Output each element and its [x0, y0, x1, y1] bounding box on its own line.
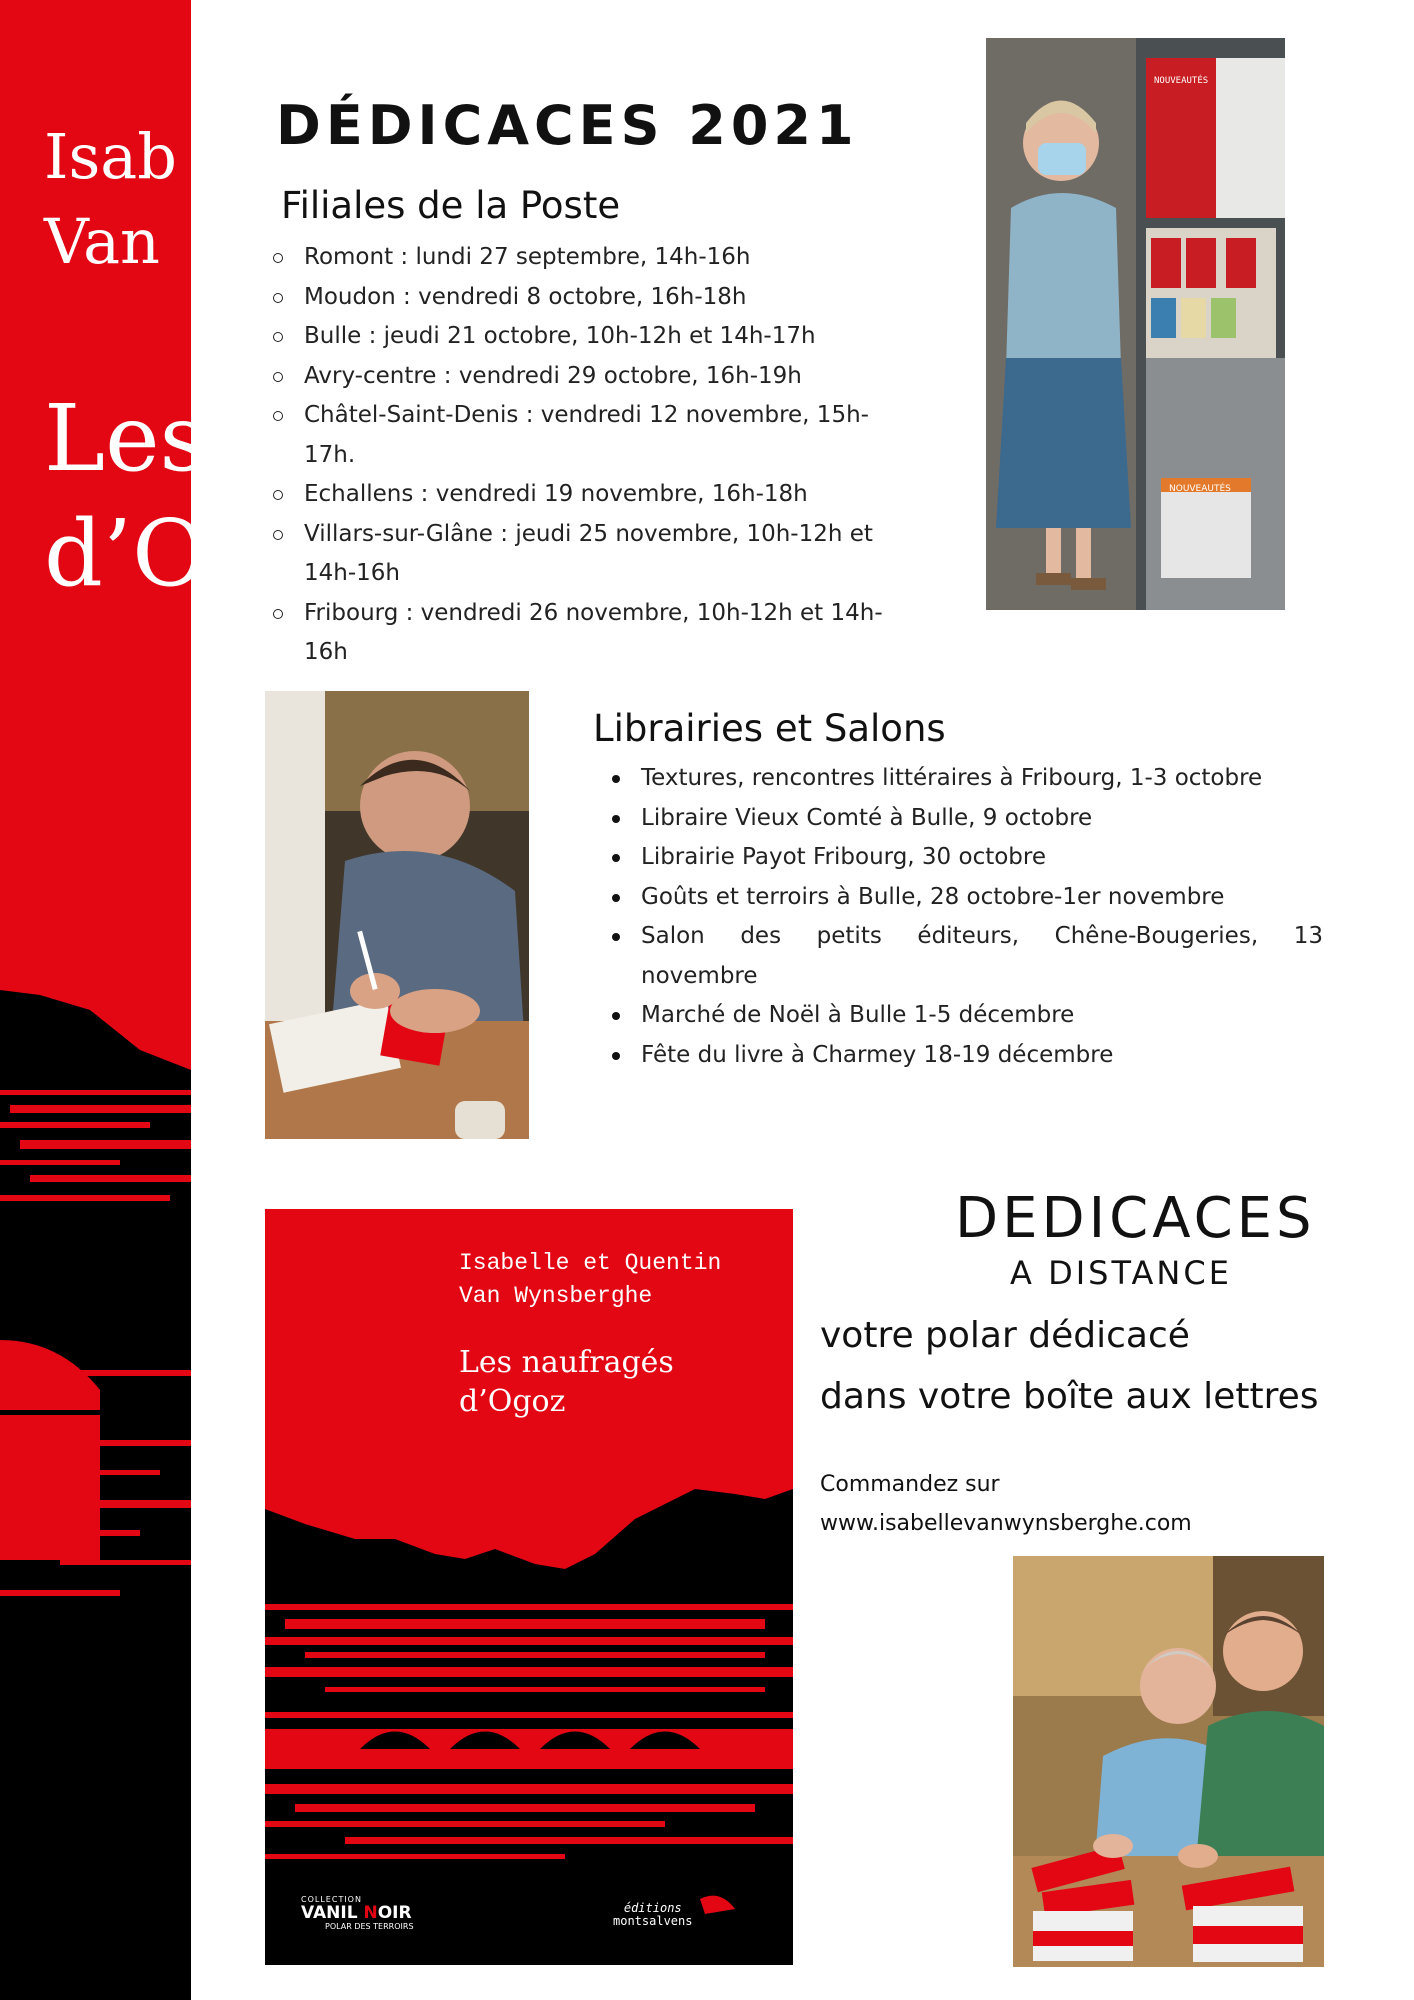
strip-text-line3: Les: [44, 385, 207, 492]
list-item: Libraire Vieux Comté à Bulle, 9 octobre: [641, 799, 1323, 839]
bookshops-heading: Librairies et Salons: [593, 707, 946, 750]
list-item: Goûts et terroirs à Bulle, 28 octobre-1er novembre: [641, 878, 1323, 918]
list-item: Fête du livre à Charmey 18-19 décembre: [641, 1036, 1323, 1076]
list-item: Fribourg : vendredi 26 novembre, 10h-12h et 14h-16h: [304, 594, 910, 673]
list-item: Romont : lundi 27 septembre, 14h-16h: [304, 238, 910, 278]
collection-tagline: POLAR DES TERROIRS: [325, 1922, 414, 1931]
remote-signing-line1: votre polar dédicacé: [820, 1315, 1190, 1356]
list-item: Echallens : vendredi 19 novembre, 16h-18h: [304, 475, 910, 515]
strip-text-line4: d’O: [44, 500, 208, 607]
book-author-line1: Isabelle et Quentin: [459, 1250, 722, 1276]
page-title: DÉDICACES 2021: [276, 94, 859, 157]
post-offices-list: [304, 238, 910, 673]
book-cover-illustration: [265, 1209, 793, 1965]
display-sign-bottom-text: NOUVEAUTÉS: [1169, 484, 1231, 494]
collection-label: COLLECTION: [301, 1895, 362, 1904]
list-item: Textures, rencontres littéraires à Fribourg, 1-3 octobre: [641, 759, 1323, 799]
bookshops-list: [641, 759, 1323, 1075]
list-item: Librairie Payot Fribourg, 30 octobre: [641, 838, 1323, 878]
book-title-line2: d’Ogoz: [459, 1384, 566, 1419]
list-item: Marché de Noël à Bulle 1-5 décembre: [641, 996, 1323, 1036]
publisher-line1: éditions: [623, 1901, 682, 1915]
side-cover-strip: [0, 0, 208, 2000]
strip-landscape-illustration: [0, 0, 191, 2000]
remote-signing-title: DEDICACES: [955, 1186, 1316, 1251]
publisher-line2: montsalvens: [613, 1914, 693, 1928]
publisher-logo: [613, 1902, 692, 1928]
remote-signing-line2: dans votre boîte aux lettres: [820, 1376, 1319, 1417]
photo-authors-signing: [1013, 1556, 1324, 1967]
remote-signing-subtitle: A DISTANCE: [1010, 1254, 1232, 1292]
display-sign-text: NOUVEAUTÉS: [1154, 76, 1209, 86]
list-item: Salon des petits éditeurs, Chêne-Bougeries, 13 novembre: [641, 917, 1323, 996]
list-item: Villars-sur-Glâne : jeudi 25 novembre, 10h-12h et 14h-16h: [304, 515, 910, 594]
photo-author-signing: [265, 691, 529, 1139]
list-item: Châtel-Saint-Denis : vendredi 12 novembre, 15h-17h.: [304, 396, 910, 475]
collection-name: VANIL NOIR: [301, 1903, 412, 1923]
post-offices-heading: Filiales de la Poste: [281, 184, 621, 227]
order-label: Commandez sur: [820, 1472, 1000, 1497]
strip-text-line2: Van: [44, 205, 160, 278]
order-website-link[interactable]: www.isabellevanwynsberghe.com: [820, 1511, 1192, 1536]
book-title-line1: Les naufragés: [459, 1345, 674, 1380]
photo-author-at-display: [986, 38, 1285, 610]
book-author-line2: Van Wynsberghe: [459, 1283, 653, 1309]
strip-text-line1: Isab: [44, 120, 177, 193]
book-cover: [265, 1209, 793, 1965]
list-item: Moudon : vendredi 8 octobre, 16h-18h: [304, 278, 910, 318]
collection-logo: [301, 1895, 414, 1931]
list-item: Bulle : jeudi 21 octobre, 10h-12h et 14h-17h: [304, 317, 910, 357]
list-item: Avry-centre : vendredi 29 octobre, 16h-19h: [304, 357, 910, 397]
